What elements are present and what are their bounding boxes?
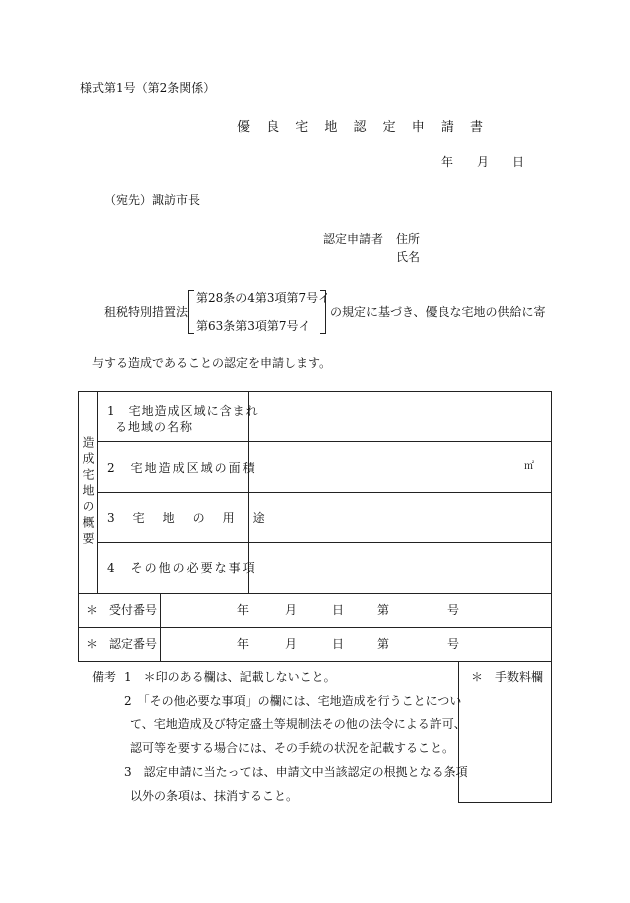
note-2-line3: 認可等を要する場合には、その手続の状況を記載すること。 bbox=[130, 741, 455, 755]
cert-year: 年 bbox=[237, 637, 250, 651]
row2-label: 2 宅地造成区域の面積 bbox=[107, 461, 257, 475]
cert-label: 認定番号 bbox=[109, 637, 158, 651]
right-bracket bbox=[320, 290, 326, 334]
applicant-name-label: 氏名 bbox=[396, 250, 421, 264]
left-bracket bbox=[188, 290, 194, 334]
cert-dai: 第 bbox=[377, 637, 390, 651]
cert-month: 月 bbox=[285, 637, 298, 651]
note-1: 1 ＊印のある欄は、記載しないこと。 bbox=[124, 670, 336, 684]
receipt-label: 受付番号 bbox=[109, 603, 158, 617]
receipt-month: 月 bbox=[285, 603, 298, 617]
row1-label-line2: る地域の名称 bbox=[115, 420, 194, 434]
page-title: 優 良 宅 地 認 定 申 請 書 bbox=[237, 120, 490, 135]
applicant-address-label: 住所 bbox=[396, 232, 421, 246]
cert-day: 日 bbox=[332, 637, 345, 651]
table-right-border bbox=[551, 391, 552, 661]
row4-label: 4 その他の必要な事項 bbox=[107, 561, 257, 575]
row2-unit: ㎡ bbox=[524, 461, 534, 472]
form-number: 様式第1号（第2条関係） bbox=[80, 81, 216, 95]
table-top-border bbox=[78, 391, 552, 392]
receipt-go: 号 bbox=[447, 603, 460, 617]
cert-go: 号 bbox=[447, 637, 460, 651]
receipt-mark: ＊ bbox=[86, 603, 99, 617]
row-divider-3 bbox=[97, 542, 552, 543]
side-header: 造成宅地の概要 bbox=[81, 436, 95, 548]
law-name: 租税特別措置法 bbox=[104, 305, 189, 319]
row-divider-4 bbox=[78, 593, 552, 594]
note-3-line2: 以外の条項は、抹消すること。 bbox=[130, 789, 299, 803]
row-divider-1 bbox=[97, 441, 552, 442]
note-2-line1: 2 「その他必要な事項」の欄には、宅地造成を行うことについ bbox=[124, 694, 462, 708]
receipt-dai: 第 bbox=[377, 603, 390, 617]
receipt-day: 日 bbox=[332, 603, 345, 617]
fee-label: ＊ 手数料欄 bbox=[471, 670, 544, 684]
applicant-label: 認定申請者 bbox=[323, 232, 384, 246]
addressee: （宛先）諏訪市長 bbox=[104, 193, 201, 207]
date-day-label: 日 bbox=[512, 155, 525, 169]
date-month-label: 月 bbox=[477, 155, 490, 169]
row1-label-line1: 1 宅地造成区域に含まれ bbox=[107, 404, 259, 418]
table-bottom-border bbox=[78, 661, 552, 662]
law-option-1: 第28条の4第3項第7号イ bbox=[196, 291, 331, 305]
row3-label: 3 宅 地 の 用 途 bbox=[107, 511, 268, 525]
date-year-label: 年 bbox=[441, 155, 454, 169]
note-2-line2: て、宅地造成及び特定盛土等規制法その他の法令による許可、 bbox=[130, 717, 466, 731]
law-text-after: の規定に基づき、優良な宅地の供給に寄 bbox=[330, 305, 546, 319]
table-left-border bbox=[78, 391, 79, 661]
notes-heading: 備考 bbox=[92, 670, 117, 684]
fee-box-bottom bbox=[458, 802, 552, 803]
law-text-continued: 与する造成であることの認定を申請します。 bbox=[92, 356, 332, 370]
fee-box-left bbox=[458, 661, 459, 803]
receipt-year: 年 bbox=[237, 603, 250, 617]
fee-box-right bbox=[551, 661, 552, 803]
row-divider-2 bbox=[97, 492, 552, 493]
law-option-2: 第63条第3項第7号イ bbox=[196, 319, 311, 333]
note-3-line1: 3 認定申請に当たっては、申請文中当該認定の根拠となる条項 bbox=[124, 765, 468, 779]
row-divider-5 bbox=[78, 627, 552, 628]
cert-mark: ＊ bbox=[86, 637, 99, 651]
